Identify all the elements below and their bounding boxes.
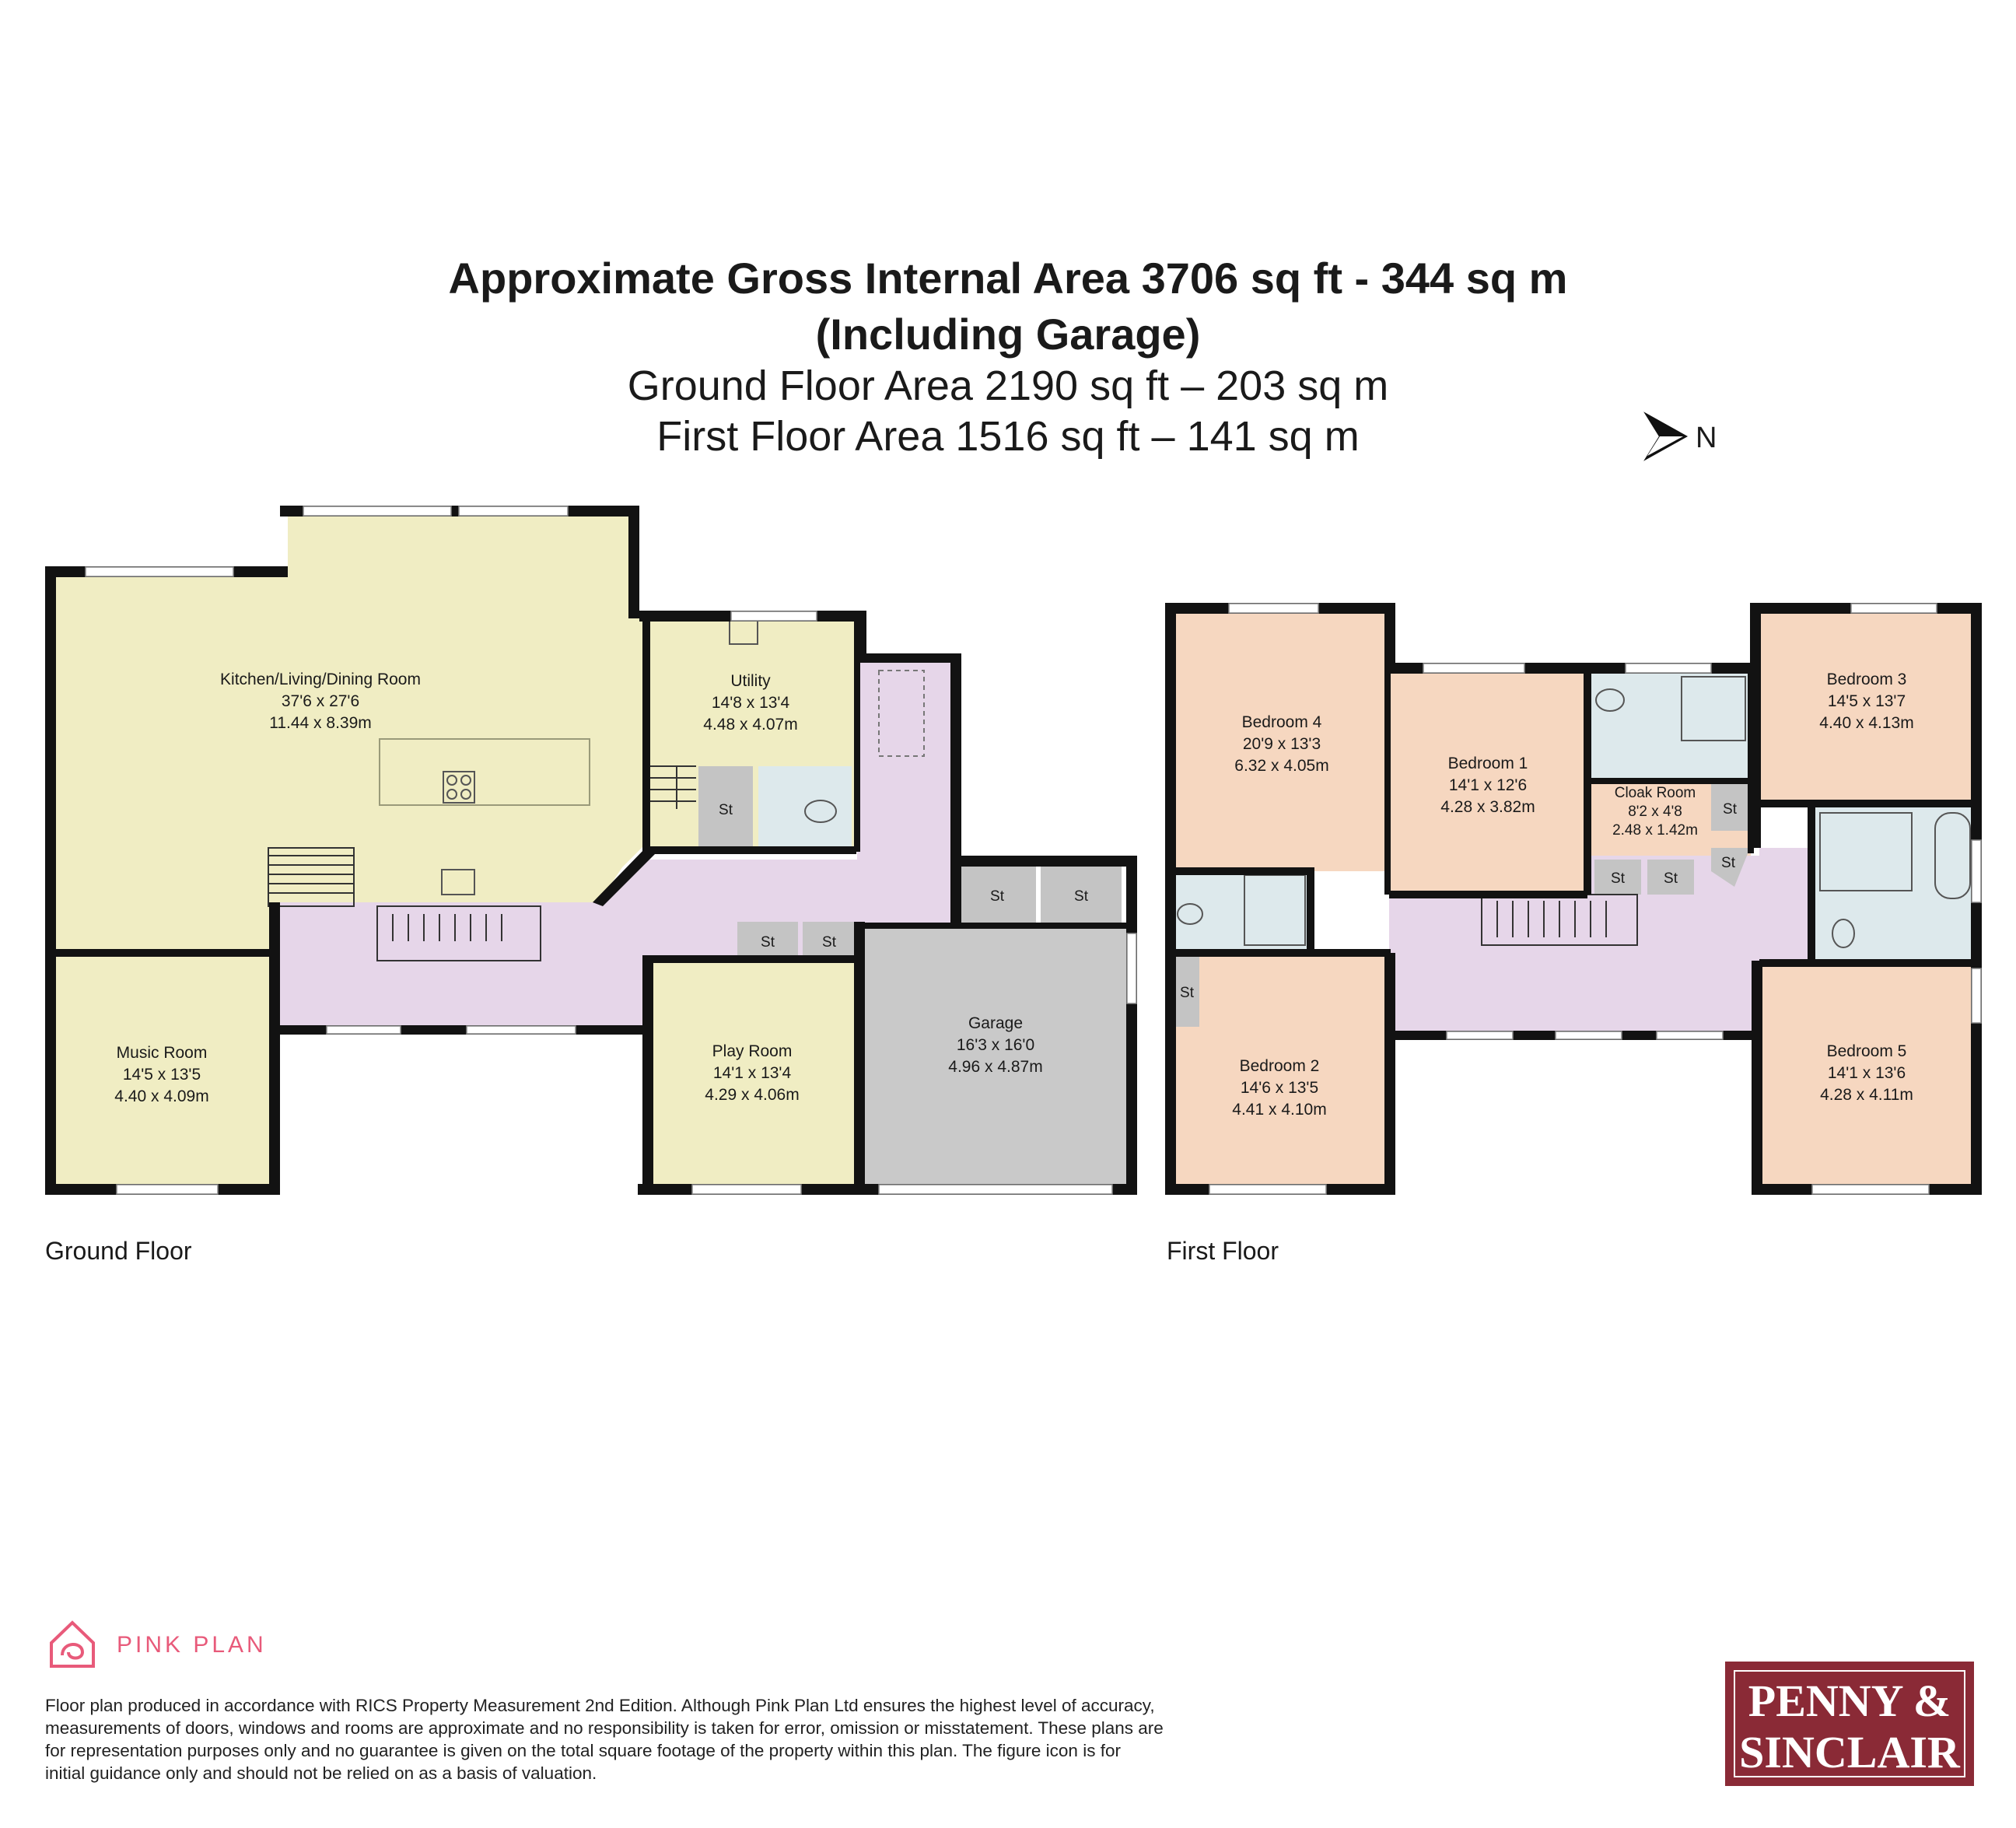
bedroom-2-name: Bedroom 2: [1239, 1057, 1320, 1075]
bedroom-4-imperial: 20'9 x 13'3: [1242, 735, 1321, 753]
garage-room: [863, 926, 1128, 1186]
first-floor-plan: [1165, 603, 1982, 1195]
bedroom-4-name: Bedroom 4: [1241, 713, 1322, 731]
svg-text:Kitchen/Living/Dining Room: [220, 671, 421, 688]
svg-text:St: [1074, 888, 1089, 905]
bedroom-3-name: Bedroom 3: [1826, 671, 1907, 688]
play-imperial: 14'1 x 13'4: [712, 1064, 792, 1082]
svg-text:6.32 x 4.05m: [1234, 757, 1328, 775]
ground-wc: [758, 766, 852, 848]
family-bathroom: [1812, 807, 1974, 959]
bedroom-5-imperial: 14'1 x 13'6: [1827, 1064, 1906, 1082]
utility-imperial: 14'8 x 13'4: [711, 694, 790, 712]
svg-text:2.48 x 1.42m: [1612, 822, 1698, 839]
store-label: St: [1721, 855, 1735, 871]
svg-text:Bedroom 2: [1240, 1057, 1320, 1075]
svg-text:4.48 x 4.07m: [703, 716, 797, 734]
bedroom-4-metric: 6.32 x 4.05m: [1234, 757, 1329, 775]
svg-text:14'1 x 12'6: [1449, 776, 1527, 794]
bedroom-2-imperial: 14'6 x 13'5: [1240, 1079, 1319, 1097]
svg-text:4.41 x 4.10m: [1232, 1101, 1326, 1119]
kitchen-name: Kitchen/Living/Dining Room: [220, 671, 421, 688]
svg-text:14'5 x 13'5: [123, 1066, 201, 1084]
svg-text:St: [719, 802, 733, 818]
store-label: St: [719, 802, 733, 818]
ground-floor-label: Ground Floor: [45, 1237, 192, 1265]
svg-text:Music Room: [117, 1044, 208, 1062]
svg-text:14'8 x 13'4: [712, 694, 790, 712]
garage-imperial: 16'3 x 16'0: [956, 1036, 1035, 1054]
svg-text:4.28 x 3.82m: [1440, 798, 1535, 816]
svg-text:4.40 x 4.09m: [114, 1087, 208, 1105]
svg-text:St: [990, 888, 1005, 905]
ensuite-1: [1587, 669, 1751, 782]
bedroom-2-metric: 4.41 x 4.10m: [1232, 1101, 1327, 1119]
penny-sinclair-line-2: SINCLAIR: [1739, 1727, 1960, 1777]
svg-text:Play Room: [712, 1042, 793, 1060]
kitchen-room: [53, 513, 646, 953]
music-imperial: 14'5 x 13'5: [122, 1066, 201, 1084]
store-label: St: [1723, 801, 1737, 818]
store-label: St: [990, 888, 1004, 905]
penny-sinclair-line-1: PENNY &: [1748, 1676, 1951, 1726]
svg-text:Utility: [730, 672, 771, 690]
svg-text:4.29 x 4.06m: [705, 1086, 799, 1104]
svg-text:St: [1723, 801, 1738, 818]
cloak-metric: 2.48 x 1.42m: [1612, 822, 1698, 839]
utility-name: Utility: [730, 672, 771, 690]
bedroom-3-imperial: 14'5 x 13'7: [1827, 692, 1906, 710]
first-floor-area: First Floor Area 1516 sq ft – 141 sq m: [656, 413, 1360, 460]
svg-text:14'1 x 13'4: [713, 1064, 792, 1082]
svg-text:8'2 x 4'8: [1628, 804, 1682, 820]
svg-text:St: [1721, 855, 1736, 871]
title-line-1: Approximate Gross Internal Area 3706 sq ft - 344 sq m: [448, 254, 1568, 303]
ground-floor-area: Ground Floor Area 2190 sq ft – 203 sq m: [627, 362, 1389, 409]
utility-metric: 4.48 x 4.07m: [703, 716, 798, 734]
first-floor-label: First Floor: [1167, 1237, 1279, 1265]
svg-text:14'6 x 13'5: [1241, 1079, 1318, 1097]
bedroom-1-imperial: 14'1 x 12'6: [1448, 776, 1528, 794]
bedroom-1-name: Bedroom 1: [1447, 755, 1528, 772]
pink-plan-brand: PINK PLAN: [117, 1632, 267, 1658]
kitchen-metric: 11.44 x 8.39m: [269, 714, 372, 732]
svg-text:St: [1664, 870, 1678, 887]
bedroom-5-metric: 4.28 x 4.11m: [1820, 1086, 1913, 1104]
bedroom-3-metric: 4.40 x 4.13m: [1819, 714, 1914, 732]
svg-text:St: [1180, 985, 1195, 1001]
shower-room: [1173, 871, 1309, 953]
svg-text:Bedroom 5: [1827, 1042, 1907, 1060]
svg-text:St: [761, 934, 775, 951]
bedroom-1-metric: 4.28 x 3.82m: [1440, 798, 1535, 816]
store-label: St: [1074, 888, 1088, 905]
svg-text:Bedroom 3: [1827, 671, 1907, 688]
bedroom-5-name: Bedroom 5: [1826, 1042, 1907, 1060]
svg-text:20'9 x 13'3: [1243, 735, 1321, 753]
store-label: St: [761, 934, 775, 951]
ground-floor-plan: [45, 506, 1137, 1195]
svg-text:Bedroom 1: [1448, 755, 1528, 772]
svg-text:St: [822, 934, 837, 951]
svg-text:37'6 x 27'6: [282, 692, 359, 710]
svg-text:St: [1611, 870, 1626, 887]
svg-text:4.96 x 4.87m: [948, 1058, 1042, 1076]
svg-text:14'5 x 13'7: [1828, 692, 1906, 710]
svg-text:11.44 x 8.39m: [269, 714, 372, 732]
store-label: St: [1611, 870, 1625, 887]
play-metric: 4.29 x 4.06m: [705, 1086, 800, 1104]
cloak-name: Cloak Room: [1614, 785, 1696, 801]
garage-name: Garage: [968, 1014, 1024, 1032]
garage-metric: 4.96 x 4.87m: [948, 1058, 1043, 1076]
title-line-2: (Including Garage): [815, 310, 1201, 359]
music-metric: 4.40 x 4.09m: [114, 1087, 209, 1105]
svg-text:4.28 x 4.11m: [1820, 1086, 1913, 1104]
music-name: Music Room: [116, 1044, 208, 1062]
store-label: St: [1180, 985, 1194, 1001]
svg-text:16'3 x 16'0: [957, 1036, 1034, 1054]
cloak-imperial: 8'2 x 4'8: [1628, 804, 1682, 820]
store-label: St: [822, 934, 836, 951]
disclaimer: Floor plan produced in accordance with RICS Property Measurement 2nd Edition. Although Pink Plan Ltd ensures the highest level of accuracy, measurements of doors, windows and rooms are approximate and no responsibility is taken for error, omission or misstatement. These plans are for representation purposes only and no guarantee is given on the total square footage of the property within this plan. The figure icon is for initial guidance only and should not be relied on as a basis of valuation.: [45, 1696, 1164, 1783]
kitchen-imperial: 37'6 x 27'6: [281, 692, 360, 710]
pink-plan-logo-icon: [45, 1616, 100, 1671]
north-label: N: [1696, 422, 1717, 454]
penny-sinclair-logo: [1725, 1662, 1974, 1786]
svg-text:Bedroom 4: [1242, 713, 1322, 731]
store-label: St: [1664, 870, 1678, 887]
svg-text:14'1 x 13'6: [1828, 1064, 1906, 1082]
play-name: Play Room: [712, 1042, 793, 1060]
svg-text:Garage: [968, 1014, 1023, 1032]
svg-text:4.40 x 4.13m: [1819, 714, 1913, 732]
svg-text:Cloak Room: [1615, 785, 1696, 801]
